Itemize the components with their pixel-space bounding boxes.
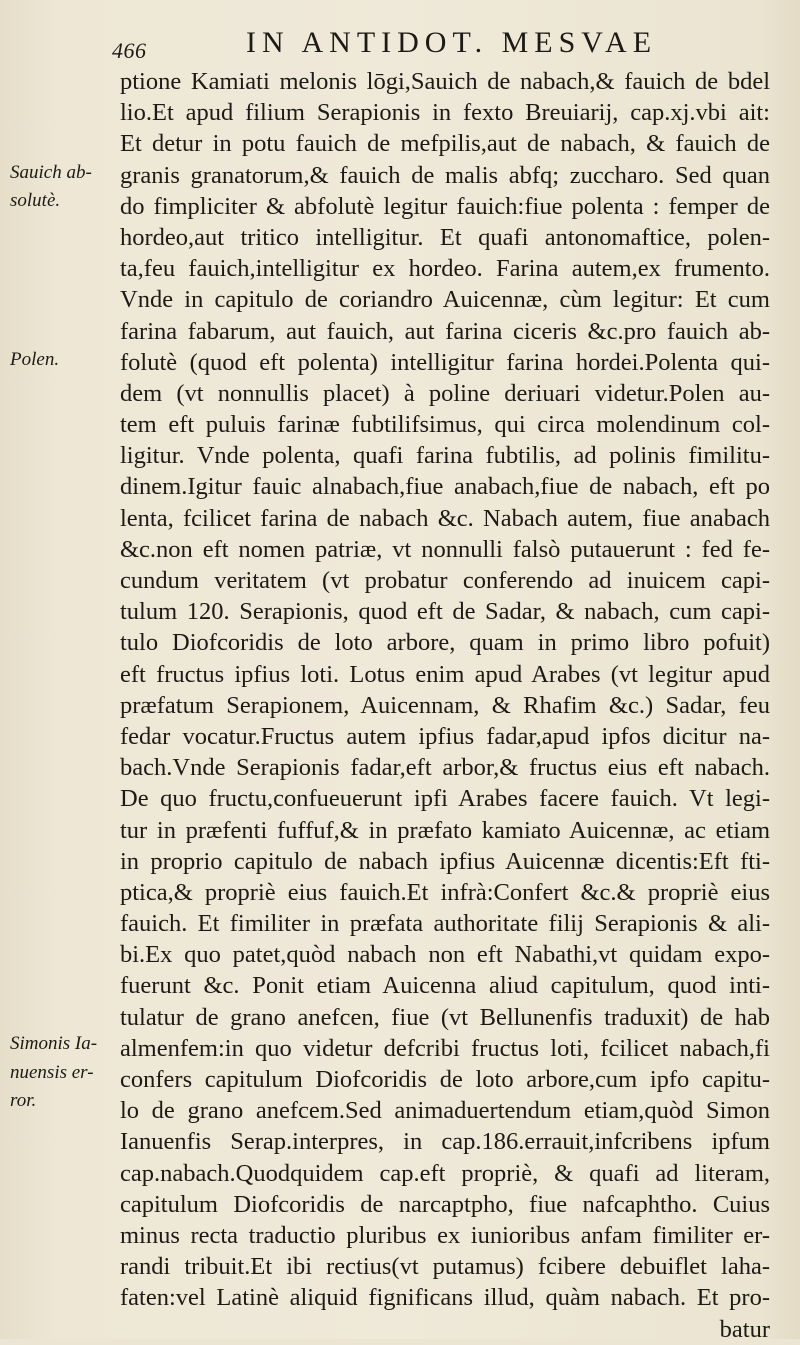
margin-note: Simonis Ia- (10, 1033, 98, 1054)
text-line: tem eft puluis farinæ fubtilifsimus, qui circa molendinum col- (120, 411, 770, 439)
text-line: tulum 120. Serapionis, quod eft de Sadar, & nabach, cum capi- (120, 598, 770, 626)
margin-note: ror. (10, 1090, 37, 1111)
text-line: ptica,& propriè eius fauich.Et infrà:Confert &c.& propriè eius (120, 878, 770, 906)
text-line: lio.Et apud filium Serapionis in fexto Breuiarij, cap.xj.vbi ait: (120, 99, 770, 127)
text-line: ligitur. Vnde polenta, quafi farina fubtilis, ad polinis fimilitu- (120, 442, 770, 470)
text-line: eft fructus ipfius loti. Lotus enim apud Arabes (vt legitur apud (120, 660, 770, 688)
text-line: præfatum Serapionem, Auicennam, & Rhafim &c.) Sadar, feu (120, 691, 770, 719)
text-line: in proprio capitulo de nabach ipfius Auicennæ dicentis:Eft fti- (120, 847, 770, 875)
text-line: almenfem:in quo videtur defcribi fructus loti, fcilicet nabach,fi (120, 1034, 770, 1062)
text-line: lo de grano anefcem.Sed animaduertendum etiam,quòd Simon (120, 1097, 770, 1125)
margin-note: nuensis er- (10, 1062, 94, 1083)
margin-note: Polen. (10, 349, 60, 370)
text-line: randi tribuit.Et ibi rectius(vt putamus) fcibere debuiflet laha- (120, 1253, 770, 1281)
page-number: 466 (112, 38, 147, 63)
text-line: lenta, fcilicet farina de nabach &c. Nabach autem, fiue anabach (120, 504, 770, 532)
text-line: dinem.Igitur fauic alnabach,fiue anabach,fiue de nabach, eft po (120, 473, 770, 501)
text-line: confers capitulum Diofcoridis de loto arbore,cum ipfo capitu- (120, 1066, 770, 1093)
text-line: bach.Vnde Serapionis fadar,eft arbor,& fructus eius eft nabach. (120, 754, 770, 782)
text-line: Vnde in capitulo de coriandro Auicennæ, cùm legitur: Et cum (120, 286, 770, 314)
text-line: fuerunt &c. Ponit etiam Auicenna aliud capitulum, quod inti- (120, 972, 770, 1000)
text-line: tulatur de grano anefcen, fiue (vt Bellunenfis traduxit) de hab (120, 1003, 770, 1031)
text-line: folutè (quod eft polenta) intelligitur farina hordei.Polenta qui- (120, 348, 770, 376)
text-line: granis granatorum,& fauich de malis abfq; zuccharo. Sed quan (120, 161, 770, 189)
text-line: batur (719, 1315, 770, 1343)
margin-note: solutè. (10, 190, 61, 211)
text-line: bi.Ex quo patet,quòd nabach non eft Nabathi,vt quidam expo- (120, 941, 770, 969)
text-line: capitulum Diofcoridis de narcaptpho, fiue nafcaphtho. Cuius (120, 1190, 770, 1218)
main-text (120, 66, 770, 1345)
text-line: cundum veritatem (vt probatur conferendo ad inuicem capi- (120, 567, 770, 594)
text-line: fedar vocatur.Fructus autem ipfius fadar,apud ipfos dicitur na- (120, 722, 770, 750)
text-line: cap.nabach.Quodquidem cap.eft propriè, & quafi ad literam, (120, 1159, 770, 1187)
text-line: Ianuenfis Serap.interpres, in cap.186.errauit,infcribens ipfum (120, 1128, 770, 1156)
text-line: hordeo,aut tritico intelligitur. Et quafi antonomaftice, polen- (120, 223, 770, 251)
running-head: IN ANTIDOT. MESVAE (246, 26, 658, 59)
text-line: ptione Kamiati melonis lōgi,Sauich de nabach,& fauich de bdel (120, 68, 770, 95)
text-line: farina fabarum, aut fauich, aut farina ciceris &c.pro fauich ab- (120, 317, 770, 345)
page-header (0, 18, 800, 63)
text-line: faten:vel Latinè aliquid fignificans illud, quàm nabach. Et pro- (120, 1284, 770, 1312)
text-line: do fimpliciter & abfolutè legitur fauich:fiue polenta : femper de (120, 192, 770, 220)
text-line: &c.non eft nomen patriæ, vt nonnulli falsò putauerunt : fed fe- (120, 535, 770, 563)
text-line: minus recta traductio pluribus ex iunioribus anfam fimiliter er- (120, 1221, 770, 1249)
text-line: De quo fructu,confueuerunt ipfi Arabes facere fauich. Vt legi- (120, 785, 770, 813)
text-line: ta,feu fauich,intelligitur ex hordeo. Farina autem,ex frumento. (120, 255, 770, 283)
text-line: Et detur in potu fauich de mefpilis,aut de nabach, & fauich de (120, 130, 770, 158)
text-line: fauich. Et fimiliter in præfata authoritate filij Serapionis & ali- (120, 910, 770, 938)
text-line: dem (vt nonnullis placet) à poline deriuari videtur.Polen au- (120, 379, 770, 407)
text-line: tulo Diofcoridis de loto arbore, quam in primo libro pofuit) (120, 629, 770, 657)
margin-note: Sauich ab- (10, 162, 92, 183)
text-line: tur in præfenti fuffuf,& in præfato kamiato Auicennæ, ac etiam (120, 816, 770, 844)
